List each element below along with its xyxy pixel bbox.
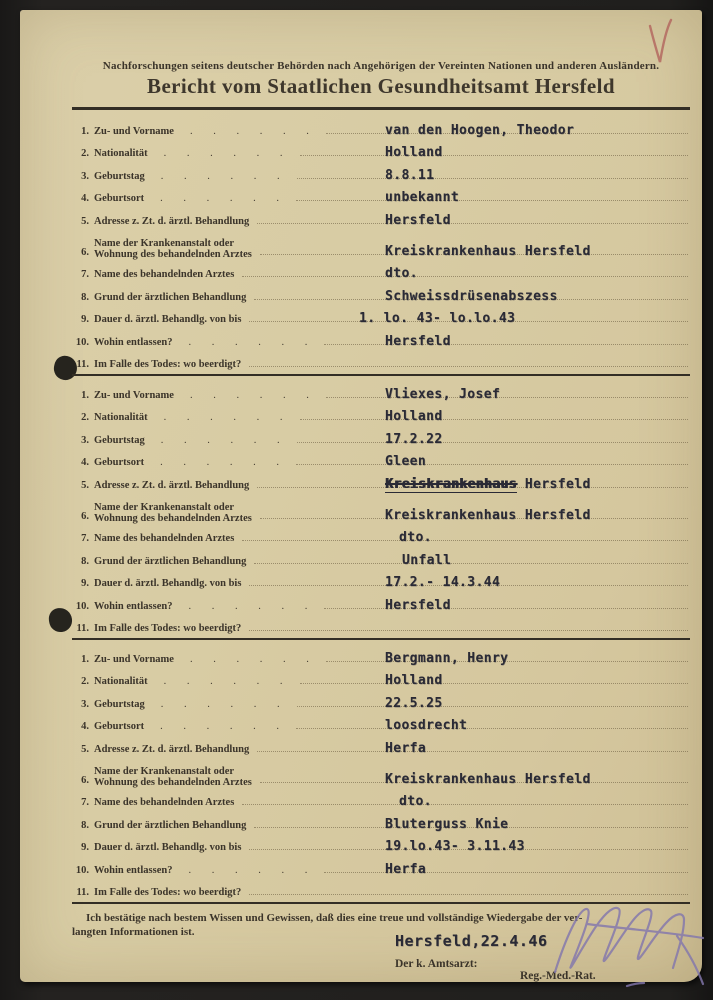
typed-value: Kreiskrankenhaus Hersfeld	[385, 507, 591, 523]
field-number: 11.	[76, 887, 89, 898]
form-row	[72, 427, 690, 450]
form-row	[72, 571, 690, 594]
typed-value: Hersfeld	[385, 597, 451, 613]
typed-value: 17.2.22	[385, 431, 443, 447]
field-number: 7.	[81, 269, 89, 280]
form-row	[72, 231, 690, 262]
printed-dot-leader: . . . . . .	[160, 721, 289, 732]
printed-dot-leader: . . . . . .	[163, 676, 292, 687]
field-label: Im Falle des Todes: wo beerdigt?	[94, 623, 242, 634]
typed-value: dto.	[399, 530, 432, 545]
typed-value: Herfa	[385, 861, 427, 877]
field-label: Wohin entlassen?	[94, 864, 173, 876]
dotted-rule	[297, 706, 688, 707]
form-row	[72, 691, 690, 714]
typed-value: Vliexes, Josef	[385, 386, 501, 402]
field-number: 8.	[81, 819, 89, 831]
dotted-rule	[242, 804, 688, 805]
field-number: 11.	[76, 359, 89, 370]
form-row	[72, 835, 690, 858]
dotted-rule	[324, 872, 688, 873]
dotted-rule	[257, 223, 688, 224]
typed-value: Holland	[385, 145, 443, 160]
field-label: Nationalität	[94, 676, 148, 687]
field-label-line: Name der Krankenanstalt oder	[94, 237, 235, 249]
field-number: 1.	[81, 125, 89, 137]
form-row	[72, 208, 690, 231]
printed-dot-leader: . . . . . .	[163, 412, 292, 423]
header-note: Nachforschungen seitens deutscher Behörden nach Angehörigen der Vereinten Nationen und anderen Ausländern.	[102, 60, 660, 72]
field-label-line: Wohnung des behandelnden Arztes	[94, 248, 252, 260]
form-row	[72, 495, 690, 526]
typed-value: dto.	[385, 266, 418, 281]
field-label-line: Wohnung des behandelnden Arztes	[94, 776, 252, 788]
printed-dot-leader: . . . . . .	[188, 600, 317, 612]
dotted-rule	[324, 344, 688, 345]
typed-value: Kreiskrankenhaus Hersfeld	[385, 243, 591, 259]
field-label	[89, 766, 252, 790]
form-row	[72, 118, 690, 141]
printed-dot-leader: . . . . . .	[160, 457, 289, 468]
field-number: 4.	[81, 193, 89, 204]
punch-hole	[47, 607, 73, 634]
typed-value-text: Hersfeld	[516, 476, 591, 492]
field-label	[89, 502, 252, 526]
dotted-rule	[297, 178, 688, 179]
typed-value: loosdrecht	[385, 718, 468, 733]
field-label: Grund der ärztlichen Behandlung	[94, 555, 247, 567]
field-number: 5.	[81, 215, 89, 227]
form-row	[72, 352, 690, 375]
dotted-rule	[296, 728, 688, 729]
field-label: Grund der ärztlichen Behandlung	[94, 291, 247, 303]
field-number: 7.	[81, 533, 89, 544]
field-label: Dauer d. ärztl. Behandlg. von bis	[94, 842, 242, 853]
form-row	[72, 646, 690, 669]
field-label: Nationalität	[94, 412, 148, 423]
typed-value: unbekannt	[385, 190, 460, 205]
printed-dot-leader: . . . . . .	[189, 389, 318, 401]
typed-value: Bergmann, Henry	[385, 650, 509, 666]
field-label: Adresse z. Zt. d. ärztl. Behandlung	[94, 479, 250, 491]
form-row	[72, 812, 690, 835]
typed-value: van den Hoogen, Theodor	[385, 122, 575, 138]
printed-dot-leader: . . . . . .	[160, 698, 289, 710]
dotted-rule	[249, 894, 688, 895]
printed-dot-leader: . . . . . .	[189, 653, 318, 665]
field-number: 4.	[81, 721, 89, 732]
form-row	[72, 450, 690, 473]
form-row	[72, 163, 690, 186]
field-label: Geburtstag	[94, 434, 145, 446]
form-row	[72, 141, 690, 164]
form-row	[72, 405, 690, 428]
field-number: 3.	[81, 170, 89, 182]
form-row	[72, 714, 690, 737]
form-row	[72, 669, 690, 692]
form-row	[72, 472, 690, 495]
typed-value: Holland	[385, 673, 443, 688]
typed-value: 19.lo.43- 3.11.43	[385, 839, 525, 854]
dotted-rule	[296, 200, 688, 201]
form-row	[72, 857, 690, 880]
field-number: 1.	[81, 389, 89, 401]
dotted-rule	[300, 155, 688, 156]
form-row	[72, 736, 690, 759]
dotted-rule	[254, 563, 688, 564]
printed-dot-leader: . . . . . .	[188, 864, 317, 876]
document-page	[20, 10, 702, 982]
typed-value: Unfall	[402, 552, 452, 568]
dotted-rule	[249, 366, 688, 367]
official-rank: Reg.-Med.-Rat.	[520, 970, 596, 982]
printed-dot-leader: . . . . . .	[160, 193, 289, 204]
field-number: 11.	[76, 623, 89, 634]
field-label: Geburtstag	[94, 170, 145, 182]
field-label: Zu- und Vorname	[94, 125, 174, 137]
field-number: 6.	[81, 246, 89, 258]
form-row	[72, 526, 690, 549]
field-number: 6.	[81, 774, 89, 786]
printed-dot-leader: . . . . . .	[189, 125, 318, 137]
field-label: Im Falle des Todes: wo beerdigt?	[94, 887, 242, 898]
dotted-rule	[324, 608, 688, 609]
field-number: 2.	[81, 676, 89, 687]
statement-line-1: Ich bestätige nach bestem Wissen und Gewissen, daß dies eine treue und vollständige Wiedergabe der ver-	[86, 912, 583, 924]
typed-value: Hersfeld	[385, 333, 451, 349]
field-label: Name des behandelnden Arztes	[94, 797, 235, 808]
field-label: Wohin entlassen?	[94, 600, 173, 612]
field-number: 5.	[81, 479, 89, 491]
field-label: Geburtsort	[94, 457, 145, 468]
field-label: Adresse z. Zt. d. ärztl. Behandlung	[94, 215, 250, 227]
printed-dot-leader: . . . . . .	[160, 170, 289, 182]
field-number: 8.	[81, 555, 89, 567]
dotted-rule	[326, 397, 688, 398]
field-number: 3.	[81, 434, 89, 446]
certification-statement	[72, 912, 690, 939]
field-label-line: Name der Krankenanstalt oder	[94, 501, 235, 513]
form-row	[72, 593, 690, 616]
dotted-rule	[300, 683, 688, 684]
typed-value: 22.5.25	[385, 695, 443, 711]
field-number: 9.	[81, 314, 89, 325]
typed-value: 17.2.- 14.3.44	[385, 575, 501, 590]
typed-value: dto.	[399, 794, 432, 809]
field-number: 10.	[75, 864, 89, 876]
typed-value: 1. lo. 43- lo.lo.43	[359, 311, 516, 326]
typed-value: Holland	[385, 409, 443, 424]
field-number: 8.	[81, 291, 89, 303]
form-row	[72, 262, 690, 285]
field-number: 4.	[81, 457, 89, 468]
field-label: Nationalität	[94, 148, 148, 159]
typed-value	[385, 477, 591, 492]
dotted-rule	[242, 540, 688, 541]
field-label: Wohin entlassen?	[94, 336, 173, 348]
field-label: Geburtstag	[94, 698, 145, 710]
form-row	[72, 329, 690, 352]
field-number: 3.	[81, 698, 89, 710]
field-label: Geburtsort	[94, 721, 145, 732]
field-number: 7.	[81, 797, 89, 808]
field-number: 5.	[81, 743, 89, 755]
typed-value: Gleen	[385, 454, 427, 469]
field-label	[89, 238, 252, 262]
field-number: 6.	[81, 510, 89, 522]
field-number: 2.	[81, 148, 89, 159]
printed-dot-leader: . . . . . .	[188, 336, 317, 348]
field-label: Zu- und Vorname	[94, 389, 174, 401]
form-row	[72, 548, 690, 571]
footer	[72, 912, 690, 982]
typed-value: Hersfeld	[385, 212, 451, 228]
field-label-line: Name der Krankenanstalt oder	[94, 765, 235, 777]
form-row	[72, 186, 690, 209]
form-section-2	[72, 376, 690, 640]
form-sections	[72, 112, 690, 904]
field-number: 10.	[75, 336, 89, 348]
form-section-3	[72, 640, 690, 904]
dotted-rule	[249, 630, 688, 631]
official-title: Der k. Amtsarzt:	[395, 958, 478, 970]
statement-line-2: langten Informationen ist.	[72, 925, 195, 938]
dotted-rule	[297, 442, 688, 443]
field-number: 10.	[75, 600, 89, 612]
typed-value: Schweissdrüsenabszess	[385, 288, 558, 304]
field-number: 2.	[81, 412, 89, 423]
typed-value: Kreiskrankenhaus Hersfeld	[385, 771, 591, 787]
form-row	[72, 616, 690, 639]
field-label: Adresse z. Zt. d. ärztl. Behandlung	[94, 743, 250, 755]
printed-dot-leader: . . . . . .	[163, 148, 292, 159]
dotted-rule	[257, 751, 688, 752]
dotted-rule	[296, 464, 688, 465]
typed-value: Bluterguss Knie	[385, 816, 509, 832]
dotted-rule	[242, 276, 688, 277]
field-label: Geburtsort	[94, 193, 145, 204]
field-label-line: Wohnung des behandelnden Arztes	[94, 512, 252, 524]
field-label: Dauer d. ärztl. Behandlg. von bis	[94, 578, 242, 589]
printed-dot-leader: . . . . . .	[160, 434, 289, 446]
page-title: Bericht vom Staatlichen Gesundheitsamt Hersfeld	[147, 74, 615, 98]
typed-value: Herfa	[385, 740, 427, 756]
form-row	[72, 880, 690, 903]
form-section-1	[72, 112, 690, 376]
title-rule	[72, 107, 690, 110]
typed-value: 8.8.11	[385, 167, 435, 183]
field-number: 9.	[81, 578, 89, 589]
field-label: Name des behandelnden Arztes	[94, 269, 235, 280]
dotted-rule	[300, 419, 688, 420]
struck-through-text: Kreiskrankenhaus	[385, 476, 517, 492]
form-row	[72, 307, 690, 330]
field-number: 1.	[81, 653, 89, 665]
field-number: 9.	[81, 842, 89, 853]
field-label: Grund der ärztlichen Behandlung	[94, 819, 247, 831]
typed-place-date: Hersfeld,22.4.46	[395, 932, 548, 950]
field-label: Dauer d. ärztl. Behandlg. von bis	[94, 314, 242, 325]
field-label: Zu- und Vorname	[94, 653, 174, 665]
field-label: Name des behandelnden Arztes	[94, 533, 235, 544]
form-row	[72, 284, 690, 307]
field-label: Im Falle des Todes: wo beerdigt?	[94, 359, 242, 370]
form-row	[72, 790, 690, 813]
form-row	[72, 382, 690, 405]
form-row	[72, 759, 690, 790]
